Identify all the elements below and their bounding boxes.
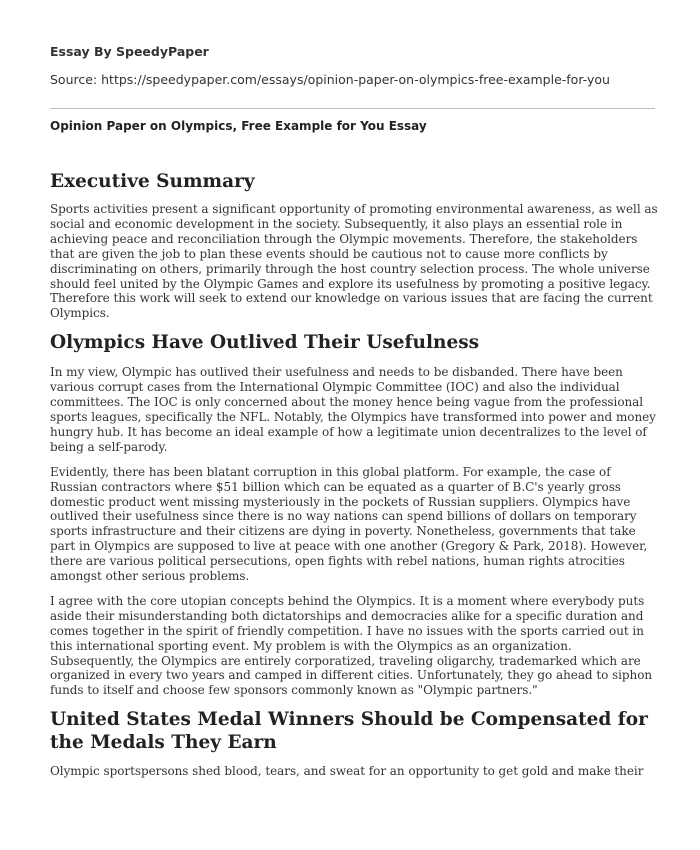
paragraph: Sports activities present a significant opportunity of promoting environmental awareness, as well as social and economic development in the society. Subsequently, it also plays an essential role in achieving peace and reconciliation through the Olympic movements. Therefore, the stakeholders that are given the job to plan these events should be cautious not to cause more conflicts by discriminating on others, primarily through the host country selection process. The whole universe should feel united by the Olympic Games and explore its usefulness by promoting a positive legacy. Therefore this work will seek to extend our knowledge on various issues that are facing the current Olympics. [50, 202, 658, 321]
header-divider [50, 108, 655, 109]
page-header [50, 44, 655, 87]
heading-executive-summary: Executive Summary [50, 171, 255, 192]
paragraph: In my view, Olympic has outlived their usefulness and needs to be disbanded. There have been various corrupt cases from the International Olympic Committee (IOC) and also the individual committees. The IOC is only concerned about the money hence being vague from the professional sports leagues, specifically the NFL. Notably, the Olympics have transformed into power and money hungry hub. It has become an ideal example of how a legitimate union decentralizes to the level of being a self-parody. [50, 365, 656, 454]
source-link[interactable]: Source: https://speedypaper.com/essays/opinion-paper-on-olympics-free-example-for-you [50, 72, 610, 87]
paragraph: I agree with the core utopian concepts behind the Olympics. It is a moment where everybody puts aside their misunderstanding both dictatorships and democracies alike for a specific duration and comes together in the spirit of friendly competition. I have no issues with the sports carried out in this international sporting event. My problem is with the Olympics as an organization. Subsequently, the Olympics are entirely corporatized, traveling oligarchy, trademarked which are organized in every two years and camped in different cities. Unfortunately, they go ahead to siphon funds to itself and choose few sponsors commonly known as "Olympic partners." [50, 593, 653, 698]
heading-medal-winners: United States Medal Winners Should be Compensated for the Medals They Earn [50, 709, 648, 754]
brand-label: Essay By SpeedyPaper [50, 44, 209, 59]
heading-olympics-outlived: Olympics Have Outlived Their Usefulness [50, 332, 480, 354]
paragraph: Olympic sportspersons shed blood, tears, and sweat for an opportunity to get gold and make their [50, 764, 644, 779]
paragraph: Evidently, there has been blatant corruption in this global platform. For example, the case of Russian contractors where $51 billion which can be equated as a quarter of B.C's yearly gross domestic product went missing mysteriously in the pockets of Russian suppliers. Olympics have outlived their usefulness since there is no way nations can spend billions of dollars on temporary sports infrastructure and their citizens are dying in poverty. Nonetheless, governments that take part in Olympics are supposed to live at peace with one another (Gregory & Park, 2018). However, there are various political persecutions, open fights with rebel nations, human rights atrocities amongst other serious problems. [50, 464, 648, 584]
essay-body [50, 170, 658, 789]
document-title: Opinion Paper on Olympics, Free Example for You Essay [50, 119, 427, 133]
